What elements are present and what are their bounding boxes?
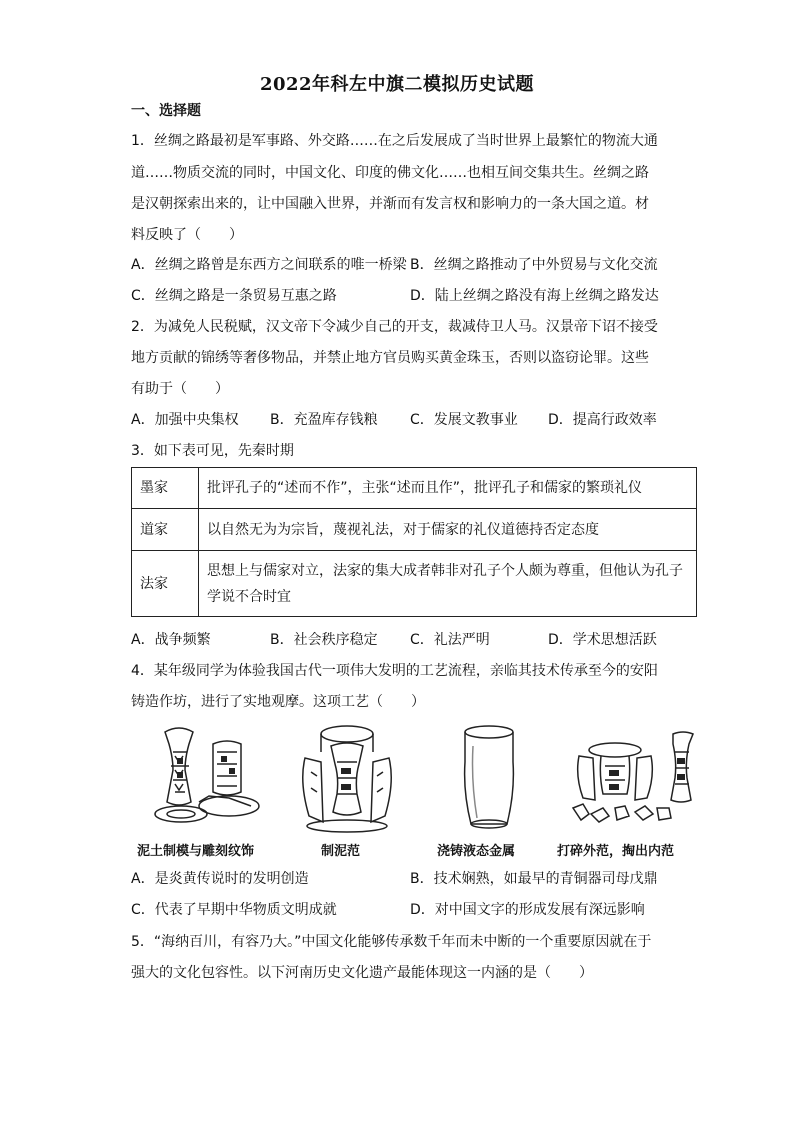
q1-line-3: 是汉朝探索出来的，让中国融入世界，并渐而有发言权和影响力的一条大国之道。材 [131, 196, 649, 212]
q2-option-b[interactable]: B．充盈库存钱粮 [270, 412, 378, 428]
q2-option-d[interactable]: D．提高行政效率 [548, 412, 657, 428]
q3-option-a[interactable]: A．战争频繁 [131, 632, 211, 648]
q4-option-a[interactable]: A．是炎黄传说时的发明创造 [131, 871, 309, 887]
clay-model-image [151, 722, 271, 832]
q4-option-c[interactable]: C．代表了早期中华物质文明成就 [131, 902, 337, 918]
q4-line-1: 4．某年级同学为体验我国古代一项伟大发明的工艺流程，亲临其技术传承至今的安阳 [131, 663, 658, 679]
table-cell-content: 以自然无为为宗旨，蔑视礼法，对于儒家的礼仪道德持否定态度 [199, 509, 697, 551]
clay-mould-image [291, 722, 401, 834]
caption-break-mould: 打碎外范，掏出内范 [557, 844, 675, 859]
q1-line-2: 道……物质交流的同时，中国文化、印度的佛文化……也相互间交集共生。丝绸之路 [131, 165, 649, 181]
q3-option-d[interactable]: D．学术思想活跃 [548, 632, 657, 648]
casting-process-figures [131, 722, 697, 862]
q1-option-c[interactable]: C．丝绸之路是一条贸易互惠之路 [131, 288, 337, 304]
q2-line-2: 地方贡献的锦绣等奢侈物品，并禁止地方官员购买黄金珠玉，否则以盗窃论罪。这些 [131, 350, 649, 366]
q4-line-2: 铸造作坊，进行了实地观摩。这项工艺（ ） [131, 694, 425, 710]
table-cell-school: 法家 [132, 551, 199, 617]
table-row [132, 551, 697, 617]
q2-line-3: 有助于（ ） [131, 381, 229, 397]
caption-molten-metal: 浇铸液态金属 [437, 844, 516, 859]
table-row [132, 468, 697, 509]
section-heading: 一、选择题 [131, 103, 201, 119]
q4-option-d[interactable]: D．对中国文字的形成发展有深远影响 [410, 902, 645, 918]
table-cell-content: 思想上与儒家对立，法家的集大成者韩非对孔子个人颇为尊重，但他认为孔子学说不合时宜 [199, 551, 697, 617]
table-cell-school: 墨家 [132, 468, 199, 509]
q1-line-1: 1．丝绸之路最初是军事路、外交路……在之后发展成了当时世界上最繁忙的物流大通 [131, 133, 658, 149]
page-title: 2022年科左中旗二模拟历史试题 [259, 74, 535, 95]
molten-metal-image [449, 722, 529, 834]
table-cell-content: 批评孔子的“述而不作”，主张“述而且作”，批评孔子和儒家的繁琐礼仪 [199, 468, 697, 509]
q5-line-1: 5．“海纳百川，有容乃大。”中国文化能够传承数千年而未中断的一个重要原因就在于 [131, 934, 652, 950]
q1-option-b[interactable]: B．丝绸之路推动了中外贸易与文化交流 [410, 257, 658, 273]
q1-option-d[interactable]: D．陆上丝绸之路没有海上丝绸之路发达 [410, 288, 659, 304]
q4-option-b[interactable]: B．技术娴熟，如最早的青铜器司母戊鼎 [410, 871, 658, 887]
q2-option-c[interactable]: C．发展文教事业 [410, 412, 518, 428]
q3-option-b[interactable]: B．社会秩序稳定 [270, 632, 378, 648]
q3-stem: 3．如下表可见，先秦时期 [131, 443, 294, 459]
q3-option-c[interactable]: C．礼法严明 [410, 632, 490, 648]
q1-line-4: 料反映了（ ） [131, 227, 243, 243]
q5-line-2: 强大的文化包容性。以下河南历史文化遗产最能体现这一内涵的是（ ） [131, 965, 593, 981]
q2-option-a[interactable]: A．加强中央集权 [131, 412, 239, 428]
table-row [132, 509, 697, 551]
q2-line-1: 2．为减免人民税赋，汉文帝下令减少自己的开支，裁减侍卫人马。汉景帝下诏不接受 [131, 319, 658, 335]
schools-table [131, 467, 697, 617]
table-cell-school: 道家 [132, 509, 199, 551]
break-mould-image [571, 722, 697, 834]
caption-clay-mould: 制泥范 [321, 844, 361, 859]
q1-option-a[interactable]: A．丝绸之路曾是东西方之间联系的唯一桥梁 [131, 257, 407, 273]
caption-clay-model: 泥土制模与雕刻纹饰 [137, 844, 255, 859]
